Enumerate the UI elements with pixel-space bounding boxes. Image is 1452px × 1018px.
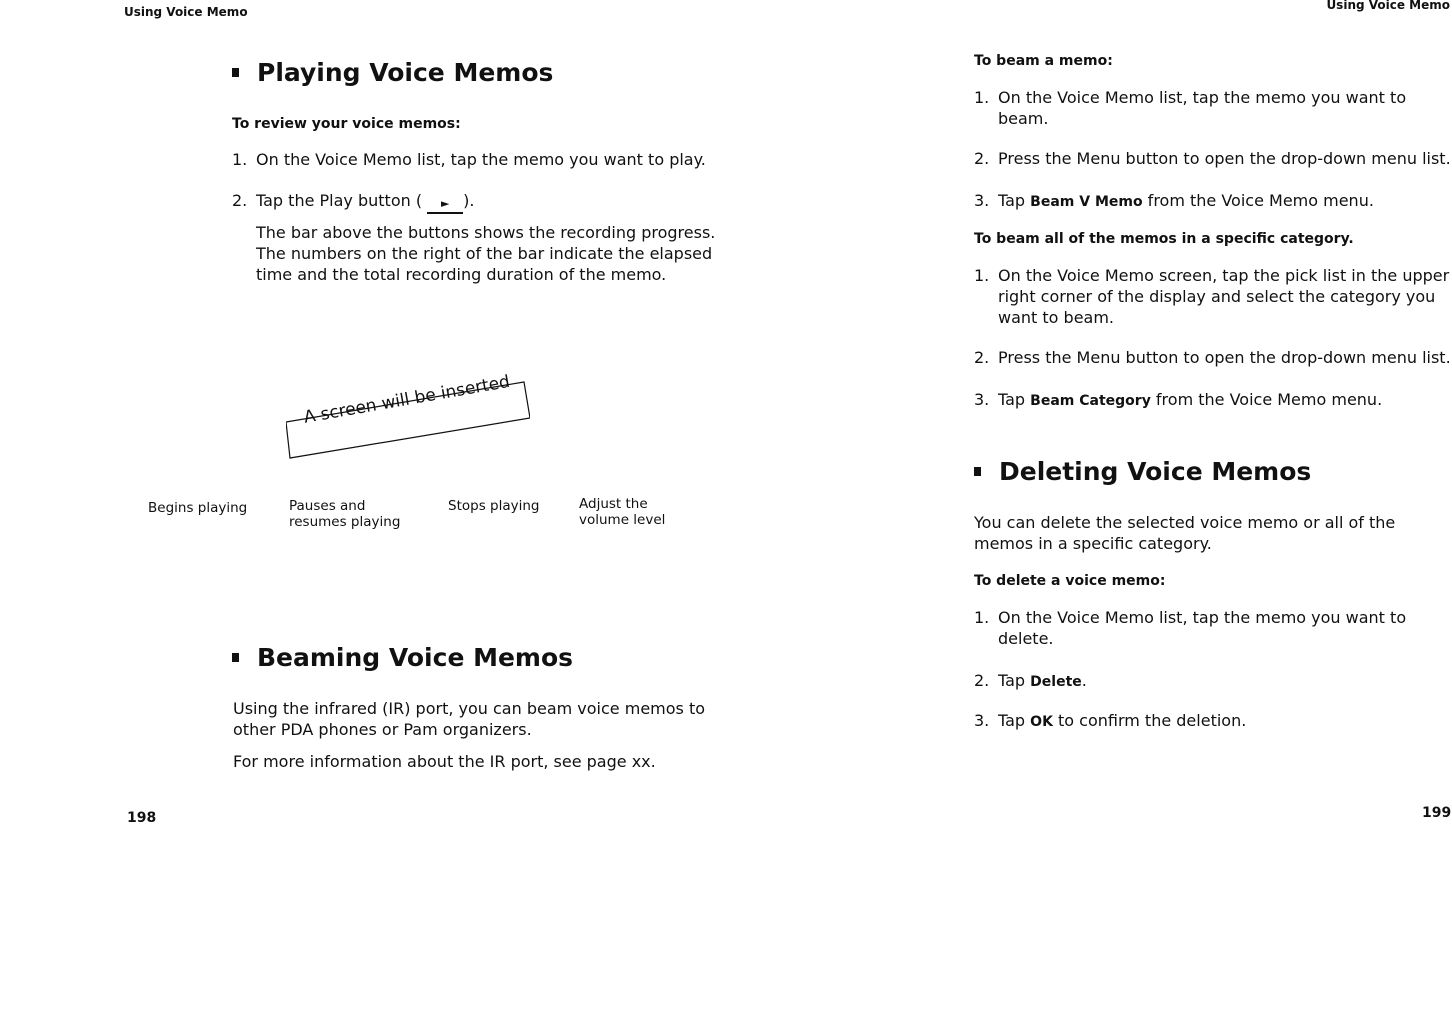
page-number-right: 199: [1422, 805, 1452, 821]
procedure-heading-beam-category: To beam all of the memos in a specific category.: [974, 231, 1354, 247]
procedure-heading-beam-memo: To beam a memo:: [974, 53, 1113, 69]
running-head-right: Using Voice Memo: [1326, 0, 1450, 12]
list-item: 2. Tap the Play button ( ► ).: [232, 190, 732, 213]
list-item: 3. Tap Beam V Memo from the Voice Memo menu.: [974, 191, 1374, 210]
beaming-more-info: For more information about the IR port, see page xx.: [233, 752, 656, 771]
page-number-left: 198: [127, 810, 157, 826]
section-heading-deleting: Deleting Voice Memos: [974, 457, 1311, 486]
section-heading-beaming: Beaming Voice Memos: [232, 643, 573, 672]
list-item: 2. Tap Delete.: [974, 671, 1087, 690]
procedure-heading-delete: To delete a voice memo:: [974, 573, 1166, 589]
step-note: The bar above the buttons shows the recording progress. The numbers on the right of the bar indicate the elapsed time and the total recording duration of the memo.: [256, 223, 716, 284]
list-item: 1. On the Voice Memo list, tap the memo you want to play.: [232, 150, 706, 169]
play-icon: ►: [427, 196, 463, 214]
bullet-square-icon: [974, 467, 981, 476]
running-head-left: Using Voice Memo: [124, 5, 248, 19]
list-item: 1. On the Voice Memo list, tap the memo you want to beam.: [974, 88, 1407, 128]
placeholder-label: A screen will be inserted: [302, 371, 512, 428]
callout-pauses: Pauses and resumes playing: [289, 498, 401, 530]
procedure-heading-review: To review your voice memos:: [232, 116, 461, 132]
deleting-intro: You can delete the selected voice memo or all of the memos in a specific category.: [974, 513, 1396, 553]
list-item: 2. Press the Menu button to open the drop-down menu list.: [974, 348, 1451, 367]
list-item: 3. Tap OK to confirm the deletion.: [974, 711, 1247, 730]
bullet-square-icon: [232, 68, 239, 77]
callout-volume: Adjust the volume level: [579, 496, 666, 528]
list-item: 3. Tap Beam Category from the Voice Memo menu.: [974, 390, 1383, 409]
callout-stops: Stops playing: [448, 498, 540, 514]
list-item: 1. On the Voice Memo screen, tap the pick list in the upper right corner of the display and select the category you want to beam.: [974, 266, 1450, 327]
callout-begins-playing: Begins playing: [148, 500, 248, 516]
section-heading-playing: Playing Voice Memos: [232, 58, 553, 87]
beaming-intro: Using the infrared (IR) port, you can beam voice memos to other PDA phones or Pam organizers.: [233, 699, 706, 739]
list-item: 1. On the Voice Memo list, tap the memo you want to delete.: [974, 608, 1407, 648]
screen-placeholder: [286, 371, 530, 460]
bullet-square-icon: [232, 653, 239, 662]
list-item: 2. Press the Menu button to open the drop-down menu list.: [974, 149, 1451, 168]
